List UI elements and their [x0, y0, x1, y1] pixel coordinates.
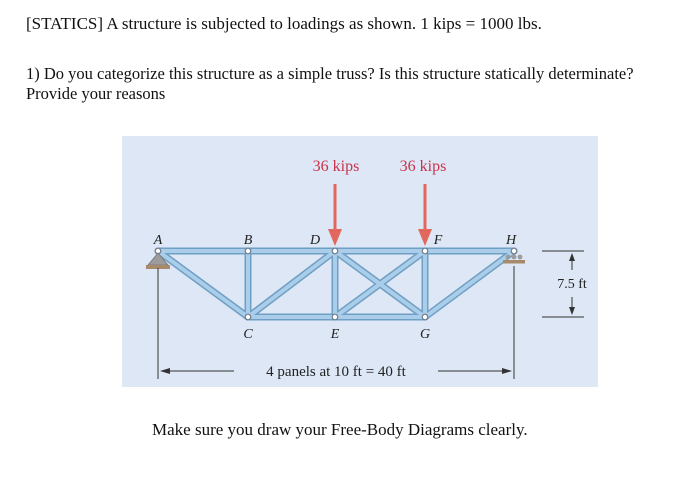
- figure-background: [122, 136, 598, 387]
- joint-label-h: H: [505, 233, 517, 248]
- joint-b: [245, 248, 251, 254]
- joint-c: [245, 314, 251, 320]
- joint-g: [422, 314, 428, 320]
- load-label-2: 36 kips: [399, 158, 447, 175]
- load-label-1: 36 kips: [312, 158, 360, 175]
- span-dimension-label: 4 panels at 10 ft = 40 ft: [266, 364, 406, 380]
- joint-label-b: B: [243, 233, 253, 248]
- joint-label-f: F: [433, 233, 443, 248]
- joint-label-d: D: [309, 233, 321, 248]
- truss-figure: [122, 136, 598, 387]
- height-dimension-label: 7.5 ft: [557, 277, 587, 292]
- joint-label-a: A: [153, 233, 163, 248]
- question-1: [26, 64, 686, 104]
- joint-label-e: E: [330, 327, 340, 342]
- fbd-instruction: Make sure you draw your Free-Body Diagrams clearly.: [152, 420, 528, 439]
- joint-e: [332, 314, 338, 320]
- problem-header: [STATICS] A structure is subjected to loadings as shown. 1 kips = 1000 lbs.: [26, 14, 542, 33]
- joint-label-g: G: [419, 327, 431, 342]
- joint-h: [511, 248, 517, 254]
- joint-label-c: C: [243, 327, 253, 342]
- joint-d: [332, 248, 338, 254]
- question-text: Do you categorize this structure as a simple truss? Is this structure statically determinate? Provide your reasons: [26, 64, 634, 103]
- question-number: 1): [26, 64, 40, 83]
- joint-f: [422, 248, 428, 254]
- truss-diagram: [122, 136, 598, 387]
